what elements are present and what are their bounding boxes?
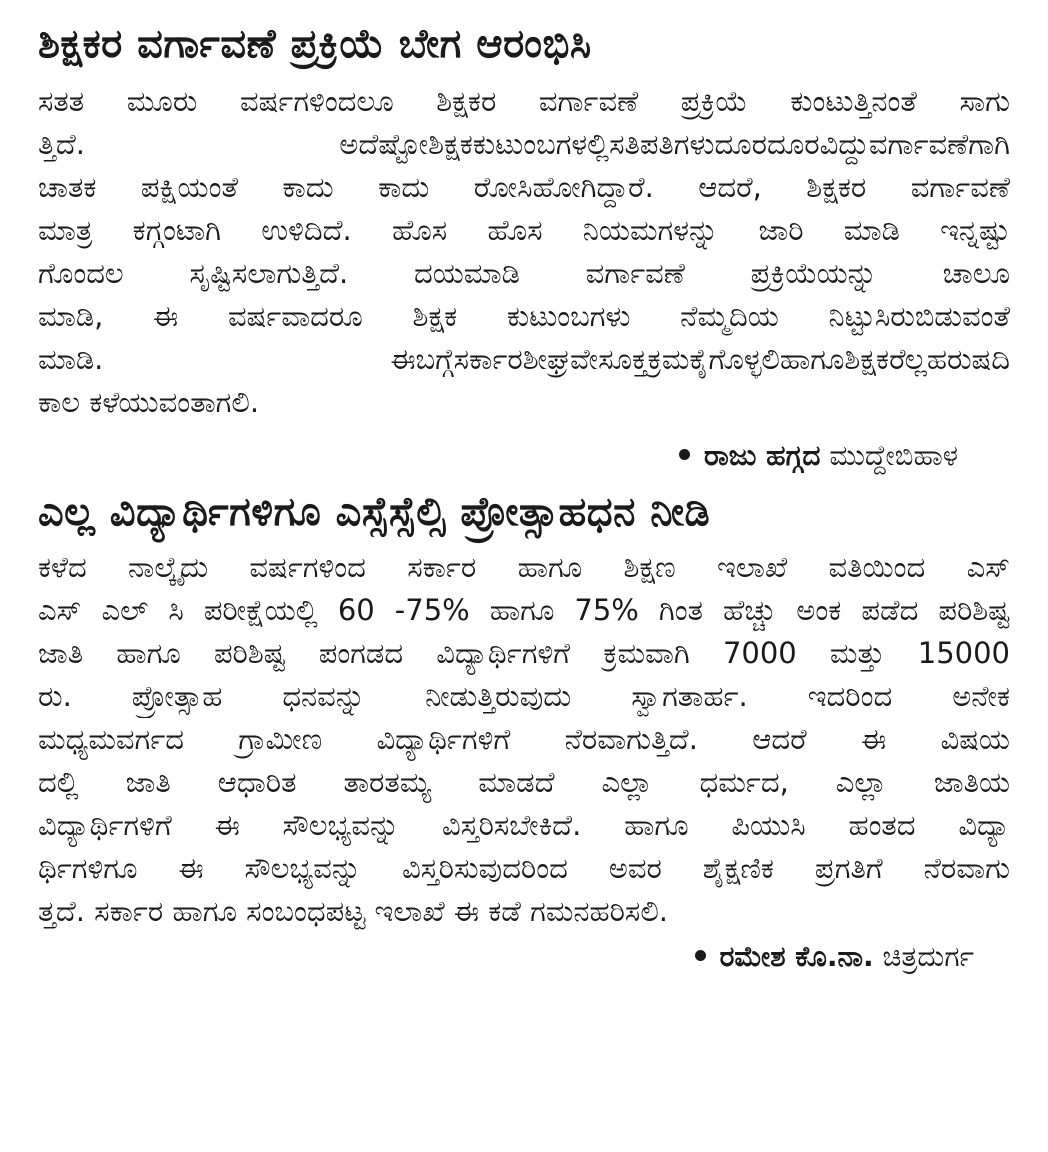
body-line: ಕಾಲ ಕಳೆಯುವಂತಾಗಲಿ. [38, 385, 260, 419]
author-name: ರಾಜು ಹಗ್ಗದ [704, 439, 821, 472]
letter-teacher-transfer [38, 18, 1010, 478]
author-name: ರಮೇಶ ಕೊ.ನಾ. [719, 940, 874, 973]
body-line: ಚಾತಕ ಪಕ್ಷಿಯಂತೆ ಕಾದು ಕಾದು ರೋಸಿಹೋಗಿದ್ದಾರೆ. ಆದರೆ, ಶಿಕ್ಷಕರ ವರ್ಗಾವಣೆ [38, 170, 1010, 204]
body-line: ತ್ತದೆ. ಸರ್ಕಾರ ಹಾಗೂ ಸಂಬಂಧಪಟ್ಟ ಇಲಾಖೆ ಈ ಕಡೆ ಗಮನಹರಿಸಲಿ. [38, 894, 669, 928]
body-line: ಮಾತ್ರ ಕಗ್ಗಂಟಾಗಿ ಉಳಿದಿದೆ. ಹೊಸ ಹೊಸ ನಿಯಮಗಳನ್ನು ಜಾರಿ ಮಾಡಿ ಇನ್ನಷ್ಟು [38, 213, 1010, 247]
author-place: ಮುದ್ದೇಬಿಹಾಳ [829, 439, 958, 472]
body-line: ಕಳೆದ ನಾಲ್ಕೈದು ವರ್ಷಗಳಿಂದ ಸರ್ಕಾರ ಹಾಗೂ ಶಿಕ್ಷಣ ಇಲಾಖೆ ವತಿಯಿಂದ ಎಸ್ [38, 550, 1010, 584]
body-line: ಮಾಡಿ, ಈ ವರ್ಷವಾದರೂ ಶಿಕ್ಷಕ ಕುಟುಂಬಗಳು ನೆಮ್ಮದಿಯ ನಿಟ್ಟುಸಿರುಬಿಡುವಂತೆ [38, 299, 1010, 333]
letter-sslc-incentive [38, 486, 1010, 979]
letter-body [38, 546, 1010, 933]
body-line: ಸತತ ಮೂರು ವರ್ಷಗಳಿಂದಲೂ ಶಿಕ್ಷಕರ ವರ್ಗಾವಣೆ ಪ್ರಕ್ರಿಯೆ ಕುಂಟುತ್ತಿನಂತೆ ಸಾಗು [38, 84, 1010, 118]
body-line: ರು. ಪ್ರೋತ್ಸಾಹ ಧನವನ್ನು ನೀಡುತ್ತಿರುವುದು ಸ್ವಾಗತಾರ್ಹ. ಇದರಿಂದ ಅನೇಕ [38, 679, 1010, 713]
letter-byline [38, 935, 1010, 979]
body-line: ಮಧ್ಯಮವರ್ಗದ ಗ್ರಾಮೀಣ ವಿದ್ಯಾರ್ಥಿಗಳಿಗೆ ನೆರವಾಗುತ್ತಿದೆ. ಆದರೆ ಈ ವಿಷಯ [38, 722, 1010, 756]
letter-headline: ಶಿಕ್ಷಕರ ವರ್ಗಾವಣೆ ಪ್ರಕ್ರಿಯೆ ಬೇಗ ಆರಂಭಿಸಿ [38, 21, 592, 67]
body-line: ರ್ಥಿಗಳಿಗೂ ಈ ಸೌಲಭ್ಯವನ್ನು ವಿಸ್ತರಿಸುವುದರಿಂದ ಅವರ ಶೈಕ್ಷಣಿಕ ಪ್ರಗತಿಗೆ ನೆರವಾಗು [38, 851, 1010, 885]
bullet-icon [679, 449, 690, 460]
body-line: ಗೊಂದಲ ಸೃಷ್ಟಿಸಲಾಗುತ್ತಿದೆ. ದಯಮಾಡಿ ವರ್ಗಾವಣೆ ಪ್ರಕ್ರಿಯೆಯನ್ನು ಚಾಲೂ [38, 256, 1010, 290]
letter-headline: ಎಲ್ಲ ವಿದ್ಯಾರ್ಥಿಗಳಿಗೂ ಎಸ್ಸೆಸ್ಸೆಲ್ಸಿ ಪ್ರೋತ್ಸಾಹಧನ ನೀಡಿ [38, 489, 711, 535]
body-line: ದಲ್ಲಿ ಜಾತಿ ಆಧಾರಿತ ತಾರತಮ್ಯ ಮಾಡದೆ ಎಲ್ಲಾ ಧರ್ಮದ, ಎಲ್ಲಾ ಜಾತಿಯ [38, 765, 1010, 799]
body-line: ಮಾಡಿ. ಈಬಗ್ಗೆಸರ್ಕಾರಶೀಘ್ರವೇಸೂಕ್ತಕ್ರಮಕೈಗೊಳ್ಳಲಿಹಾಗೂಶಿಕ್ಷಕರೆಲ್ಲಹರುಷದಿ [38, 342, 1010, 376]
body-line: ಎಸ್ ಎಲ್ ಸಿ ಪರೀಕ್ಷೆಯಲ್ಲಿ 60 -75% ಹಾಗೂ 75% ಗಿಂತ ಹೆಚ್ಚು ಅಂಕ ಪಡೆದ ಪರಿಶಿಷ್ಟ [38, 593, 1010, 627]
body-line: ಜಾತಿ ಹಾಗೂ ಪರಿಶಿಷ್ಟ ಪಂಗಡದ ವಿದ್ಯಾರ್ಥಿಗಳಿಗೆ ಕ್ರಮವಾಗಿ 7000 ಮತ್ತು 15000 [38, 636, 1010, 670]
letter-body [38, 80, 1010, 424]
bullet-icon [695, 950, 706, 961]
letters-page [38, 18, 1010, 979]
body-line: ವಿದ್ಯಾರ್ಥಿಗಳಿಗೆ ಈ ಸೌಲಭ್ಯವನ್ನು ವಿಸ್ತರಿಸಬೇಕಿದೆ. ಹಾಗೂ ಪಿಯುಸಿ ಹಂತದ ವಿದ್ಯಾ [38, 808, 1010, 842]
letter-byline [38, 434, 1010, 478]
body-line: ತ್ತಿದೆ. ಅದೆಷ್ಟೋಶಿಕ್ಷಕಕುಟುಂಬಗಳಲ್ಲಿಸತಿಪತಿಗಳುದೂರದೂರವಿದ್ದುವರ್ಗಾವಣೆಗಾಗಿ [38, 127, 1010, 161]
author-place: ಚಿತ್ರದುರ್ಗ [882, 940, 974, 973]
